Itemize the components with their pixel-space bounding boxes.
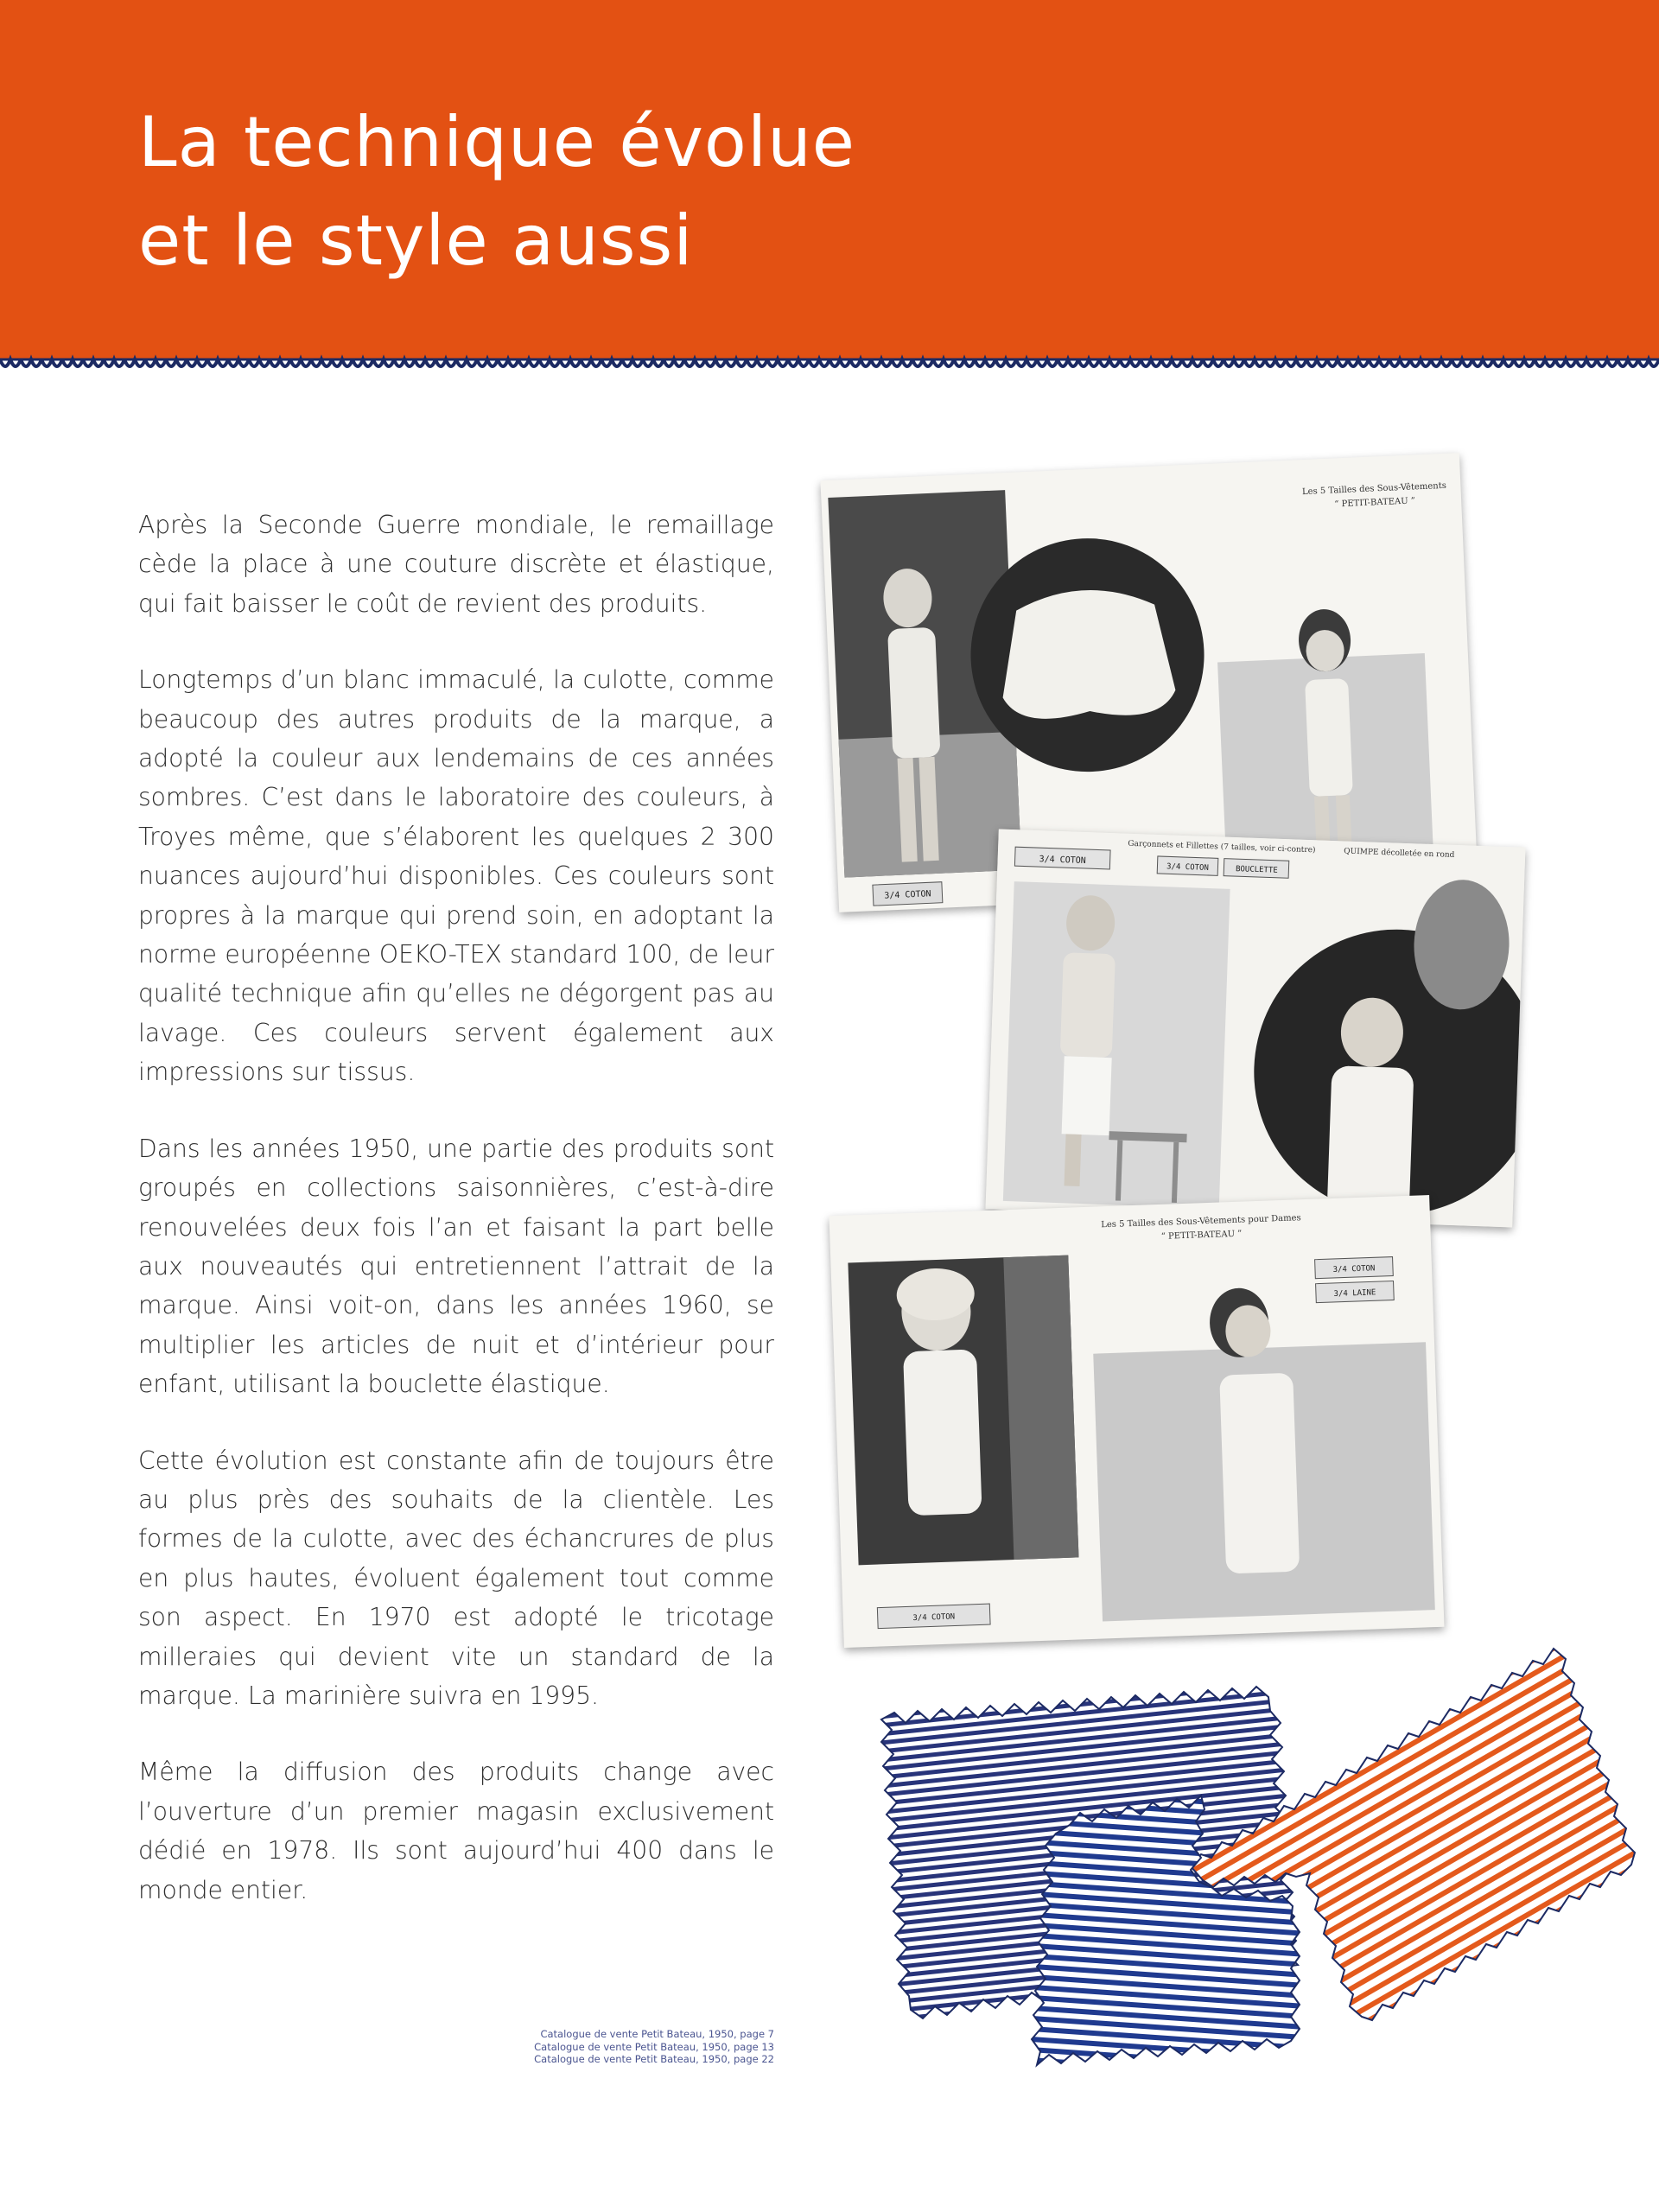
label-code: 3/4 COTON <box>1332 1264 1376 1274</box>
photo-brand: “ PETIT-BATEAU ” <box>1334 496 1416 510</box>
image-captions <box>484 2028 774 2066</box>
paragraph: Dans les années 1950, une partie des produits sont groupés en collections saisonnières, c’est-à-dire renouvelées deux fois l’an et faisant la part belle aux nouveautés qui entretiennent l’attrait de la marque. Ainsi voit-on, dans les années 1960, se multiplier les articles de nuit et d’intérieur pour enfant, utilisant la bouclette élastique. <box>138 1134 774 1399</box>
title-line-2: et le style aussi <box>138 200 694 281</box>
label-code: BOUCLETTE <box>1235 865 1278 875</box>
caption-line: Catalogue de vente Petit Bateau, 1950, page 22 <box>534 2053 774 2065</box>
label-code: 3/4 LAINE <box>1333 1288 1376 1299</box>
caption-line: Catalogue de vente Petit Bateau, 1950, page 13 <box>534 2040 774 2053</box>
label-code: 3/4 COTON <box>884 889 931 901</box>
paragraph: Cette évolution est constante afin de toujours être au plus près des souhaits de la clientèle. Les formes de la culotte, avec des échancrures de plus en plus hautes, évoluent également tout comme son aspect. En 1970 est adopté le tricotage milleraies qui devient vite un standard de la marque. La marinière suivra en 1995. <box>138 1446 774 1710</box>
photo-heading: Garçonnets et Fillettes (7 tailles, voir ci-contre) <box>1128 839 1316 855</box>
photo-brand: “ PETIT-BATEAU ” <box>1160 1229 1243 1242</box>
paragraph: Longtemps d’un blanc immaculé, la culotte, comme beaucoup des autres produits de la marque, a adopté la couleur aux lendemains de ces années sombres. C’est dans le laboratoire des couleurs, à Troyes même, que s’élaborent les quelques 2 300 nuances aujourd’hui disponibles. Ces couleurs sont propres à la marque qui prend soin, en adoptant la norme européenne OEKO-TEX standard 100, de leur qualité technique afin qu’elles ne dégorgent pas au lavage. Ces couleurs servent également aux impressions sur tissus. <box>138 665 774 1087</box>
photo-heading: Les 5 Tailles des Sous-Vêtements <box>1301 480 1447 498</box>
paragraph: Après la Seconde Guerre mondiale, le remaillage cède la place à une couture discrète et élastique, qui fait baisser le coût de revient des produits. <box>138 511 774 618</box>
label-code: 3/4 COTON <box>1039 855 1086 867</box>
label-code: 3/4 COTON <box>1166 862 1209 873</box>
photo-heading: Les 5 Tailles des Sous-Vêtements pour Dames <box>1101 1213 1301 1230</box>
photo-brand: QUIMPE décolletée en rond <box>1344 847 1455 860</box>
paragraph: Même la diffusion des produits change avec l’ouverture d’un premier magasin exclusivement dédié en 1978. Ils sont aujourd’hui 400 dans le monde entier. <box>138 1758 774 1904</box>
caption-line: Catalogue de vente Petit Bateau, 1950, page 7 <box>540 2028 774 2040</box>
label-code: 3/4 COTON <box>912 1612 956 1624</box>
title-line-1: La technique évolue <box>138 102 856 182</box>
